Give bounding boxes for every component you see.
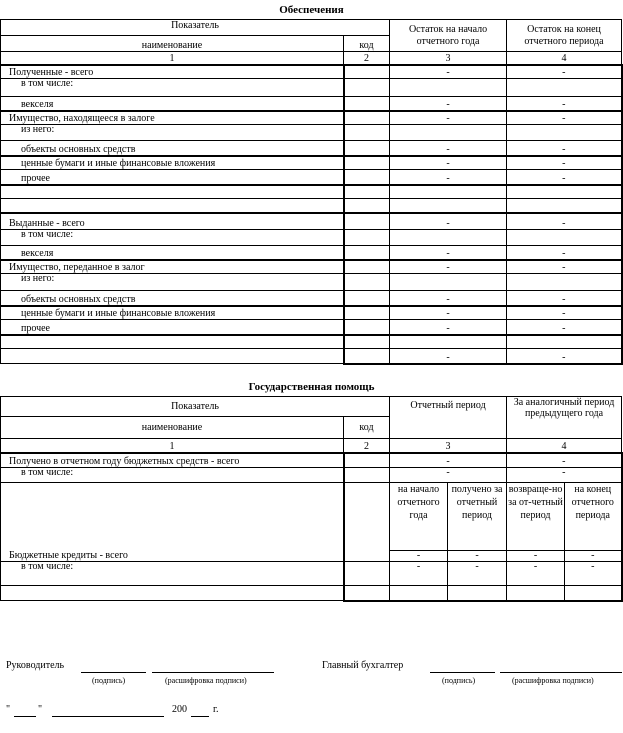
- g-row4-a: -: [390, 562, 448, 586]
- sec1-row-kod: [344, 320, 390, 335]
- date-month-line[interactable]: [52, 704, 164, 717]
- sec1-row: [1, 335, 622, 349]
- header-pokazatel: Показатель: [1, 20, 390, 36]
- head-rasshifrovka-caption: (расшифровка подписи): [165, 676, 247, 685]
- sec1-row: [1, 141, 622, 156]
- sec1-row-label: векселя: [1, 97, 344, 111]
- sec1-row-v4: -: [507, 306, 622, 320]
- sec1-row-label: в том числе:: [1, 230, 344, 246]
- sec1-row-label: [1, 185, 344, 199]
- sec1-row-v3: [390, 335, 507, 349]
- sec1-row-v3: -: [390, 141, 507, 156]
- sec1-row-v4: [507, 199, 622, 213]
- g-row5-b: [448, 586, 507, 601]
- chief-podpis-caption: (подпись): [442, 676, 476, 685]
- sec1-row-kod: [344, 291, 390, 306]
- sec1-row-v3: -: [390, 306, 507, 320]
- header-num-1: 1: [1, 52, 344, 65]
- sec1-row: [1, 170, 622, 185]
- sec1-row: [1, 111, 622, 125]
- head-podpis-caption: (подпись): [92, 676, 126, 685]
- sec1-row-kod: [344, 125, 390, 141]
- sec1-row-v3: [390, 185, 507, 199]
- sec1-row-label: прочее: [1, 320, 344, 335]
- sec1-row-label: объекты основных средств: [1, 141, 344, 156]
- sec1-row-label: в том числе:: [1, 79, 344, 97]
- sec1-row: [1, 306, 622, 320]
- header-num-2: 2: [344, 52, 390, 65]
- sec1-row: [1, 199, 622, 213]
- chief-name-line[interactable]: [500, 660, 622, 673]
- sec1-row-v4: [507, 335, 622, 349]
- date-year-suffix: г.: [213, 704, 219, 715]
- g-sub-label: [1, 483, 344, 551]
- chief-signature-line[interactable]: [430, 660, 495, 673]
- header-num-4: 4: [507, 52, 622, 65]
- chief-rasshifrovka-caption: (расшифровка подписи): [512, 676, 594, 685]
- sec1-row-v3: [390, 199, 507, 213]
- sec1-row-v3: [390, 274, 507, 291]
- g-row4-d: -: [565, 562, 622, 586]
- g-header-col4: За аналогичный период предыдущего года: [507, 397, 622, 439]
- g-row4-b: -: [448, 562, 507, 586]
- sec1-row-v4: -: [507, 291, 622, 306]
- sec1-row-v4: -: [507, 65, 622, 79]
- g-row4-label: в том числе:: [1, 562, 344, 586]
- sec1-row-label: из него:: [1, 125, 344, 141]
- sec1-row-v4: -: [507, 141, 622, 156]
- sec1-row-v4: -: [507, 111, 622, 125]
- g-header-num-2: 2: [344, 439, 390, 453]
- sec1-row-v3: [390, 230, 507, 246]
- date-quote-close: ": [38, 704, 43, 715]
- sec1-row-label: из него:: [1, 274, 344, 291]
- sec1-row-v3: -: [390, 65, 507, 79]
- g-row5-label: [1, 586, 344, 601]
- obespecheniya-table: [0, 19, 623, 365]
- sec1-row-kod: [344, 230, 390, 246]
- sec1-row-v3: -: [390, 320, 507, 335]
- sec1-row-kod: [344, 213, 390, 230]
- g-sub-4: на конец отчетного периода: [565, 483, 622, 551]
- head-signature-line[interactable]: [81, 660, 146, 673]
- sec1-row-kod: [344, 246, 390, 260]
- sec1-row-label: прочее: [1, 170, 344, 185]
- g-row2-label: в том числе:: [1, 468, 344, 483]
- sec1-row: [1, 260, 622, 274]
- g-header-naim: наименование: [1, 417, 344, 439]
- sec1-row: [1, 246, 622, 260]
- sec1-row-kod: [344, 170, 390, 185]
- sec1-row-v4: -: [507, 97, 622, 111]
- header-kod: код: [344, 36, 390, 52]
- section-title-obespecheniya: Обеспечения: [279, 4, 344, 16]
- header-naim: наименование: [1, 36, 344, 52]
- g-row3-label: Бюджетные кредиты - всего: [1, 551, 344, 562]
- sec1-row-v4: -: [507, 349, 622, 364]
- date-year-prefix: 200: [172, 704, 187, 715]
- sec1-row-v3: -: [390, 97, 507, 111]
- sec1-row-label: [1, 335, 344, 349]
- sec1-row-v4: -: [507, 213, 622, 230]
- g-sub-3: возвраще-но за от-четный период: [507, 483, 565, 551]
- g-row5-d: [565, 586, 622, 601]
- sec1-row-kod: [344, 349, 390, 364]
- sec1-row-v3: [390, 125, 507, 141]
- g-row1-label: Получено в отчетном году бюджетных средств - всего: [1, 453, 344, 468]
- g-row5-c: [507, 586, 565, 601]
- sec1-row: [1, 230, 622, 246]
- sec1-row-v3: [390, 79, 507, 97]
- sec1-row: [1, 79, 622, 97]
- sec1-row-v4: [507, 230, 622, 246]
- sec1-row: [1, 185, 622, 199]
- date-year-line[interactable]: [191, 704, 209, 717]
- header-col3: Остаток на начало отчетного года: [390, 20, 507, 52]
- sec1-row-kod: [344, 97, 390, 111]
- sec1-row-v3: -: [390, 156, 507, 170]
- g-row3-a: -: [390, 551, 448, 562]
- sec1-row-v4: [507, 79, 622, 97]
- g-header-kod: код: [344, 417, 390, 439]
- gospomosch-table: [0, 396, 623, 602]
- sec1-row-label: [1, 349, 344, 364]
- sec1-row-v4: [507, 274, 622, 291]
- sec1-row-label: объекты основных средств: [1, 291, 344, 306]
- sec1-row-v3: -: [390, 260, 507, 274]
- g-row3-kod: [344, 551, 390, 562]
- sec1-row: [1, 349, 622, 364]
- g-sub-1: на начало отчетного года: [390, 483, 448, 551]
- sec1-row: [1, 291, 622, 306]
- sec1-row-v4: -: [507, 156, 622, 170]
- g-row2-v3: -: [390, 468, 507, 483]
- sec1-row-v4: -: [507, 320, 622, 335]
- sec1-row-kod: [344, 274, 390, 291]
- header-num-3: 3: [390, 52, 507, 65]
- sec1-row-label: Имущество, переданное в залог: [1, 260, 344, 274]
- g-sub-2: получено за отчетный период: [448, 483, 507, 551]
- sec1-row-v4: -: [507, 246, 622, 260]
- g-sub-kod: [344, 483, 390, 551]
- section-title-gospomosch: Государственная помощь: [248, 381, 375, 393]
- g-header-num-1: 1: [1, 439, 344, 453]
- sec1-row: [1, 97, 622, 111]
- sec1-row: [1, 320, 622, 335]
- g-row4-c: -: [507, 562, 565, 586]
- g-header-pokazatel: Показатель: [1, 397, 390, 417]
- sec1-row-label: Имущество, находящееся в залоге: [1, 111, 344, 125]
- sec1-row-label: ценные бумаги и иные финансовые вложения: [1, 306, 344, 320]
- sec1-row-kod: [344, 260, 390, 274]
- sec1-row-kod: [344, 111, 390, 125]
- g-row1-v4: -: [507, 453, 622, 468]
- sec1-row-v3: -: [390, 213, 507, 230]
- g-row3-c: -: [507, 551, 565, 562]
- g-row3-b: -: [448, 551, 507, 562]
- g-header-col3: Отчетный период: [390, 397, 507, 439]
- g-row3-d: -: [565, 551, 622, 562]
- head-name-line[interactable]: [152, 660, 274, 673]
- sec1-row: [1, 274, 622, 291]
- sec1-row: [1, 65, 622, 79]
- sec1-row-v3: -: [390, 170, 507, 185]
- sec1-row-v3: -: [390, 349, 507, 364]
- sec1-row-v4: [507, 125, 622, 141]
- sec1-row-kod: [344, 141, 390, 156]
- sec1-row-v4: [507, 185, 622, 199]
- sec1-row: [1, 156, 622, 170]
- date-day-line[interactable]: [14, 704, 36, 717]
- sec1-row: [1, 213, 622, 230]
- sec1-row-kod: [344, 79, 390, 97]
- sec1-row-v4: -: [507, 260, 622, 274]
- chief-label: Главный бухгалтер: [322, 660, 404, 671]
- sec1-row-kod: [344, 185, 390, 199]
- g-row5-kod: [344, 586, 390, 601]
- sec1-row-label: Полученные - всего: [1, 65, 344, 79]
- sec1-row-kod: [344, 335, 390, 349]
- sec1-row-label: ценные бумаги и иные финансовые вложения: [1, 156, 344, 170]
- g-row2-v4: -: [507, 468, 622, 483]
- g-header-num-3: 3: [390, 439, 507, 453]
- g-row1-v3: -: [390, 453, 507, 468]
- g-header-num-4: 4: [507, 439, 622, 453]
- g-row1-kod: [344, 453, 390, 468]
- sec1-row-label: Выданные - всего: [1, 213, 344, 230]
- sec1-row: [1, 125, 622, 141]
- g-row5-a: [390, 586, 448, 601]
- date-quote-open: ": [6, 704, 11, 715]
- sec1-row-v3: -: [390, 111, 507, 125]
- g-row2-kod: [344, 468, 390, 483]
- g-row4-kod: [344, 562, 390, 586]
- header-col4: Остаток на конец отчетного периода: [507, 20, 622, 52]
- sec1-row-kod: [344, 156, 390, 170]
- sec1-row-label: векселя: [1, 246, 344, 260]
- sec1-row-label: [1, 199, 344, 213]
- sec1-row-kod: [344, 306, 390, 320]
- sec1-row-kod: [344, 199, 390, 213]
- sec1-row-v4: -: [507, 170, 622, 185]
- head-label: Руководитель: [6, 660, 65, 671]
- sec1-row-v3: -: [390, 246, 507, 260]
- sec1-row-kod: [344, 65, 390, 79]
- sec1-row-v3: -: [390, 291, 507, 306]
